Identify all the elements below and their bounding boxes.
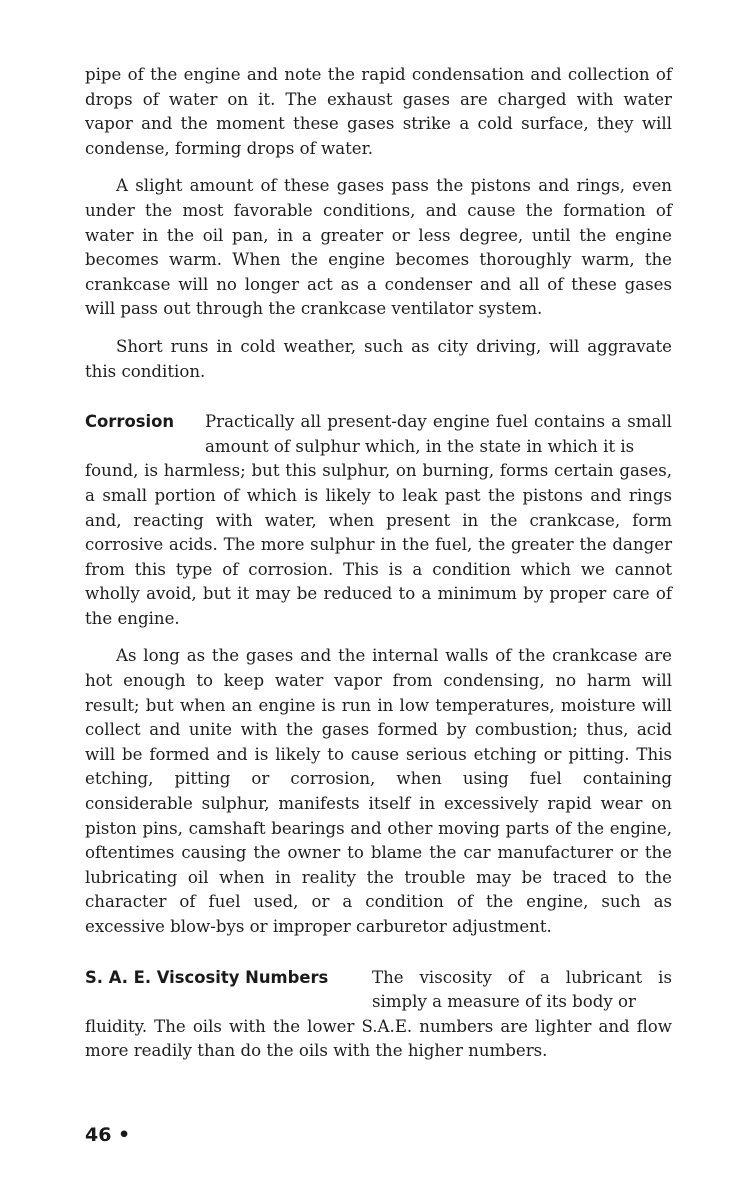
viscosity-paragraph: fluidity. The oils with the lower S.A.E. numbers are lighter and flow more readily than do the oils with the higher numbers.	[85, 1016, 672, 1061]
page-number: 46 •	[85, 1124, 131, 1146]
corrosion-paragraph-1: found, is harmless; but this sulphur, on burning, forms certain gases, a small portion of which is likely to leak past the pistons and rings and, reacting with water, when present in the crankcase, form corrosive acids. The more sulphur in the fuel, the greater the danger from this type of corrosion. This is a condition which we cannot wholly avoid, but it may be reduced to a minimum by proper care of the engine.	[85, 461, 672, 628]
section-corrosion	[85, 410, 672, 631]
corrosion-paragraph-2: As long as the gases and the internal walls of the crankcase are hot enough to keep water vapor from condensing, no harm will result; but when an engine is run in low temperatures, moisture will collect and unite with the gases formed by combustion; thus, acid will be formed and is likely to cause serious etching or pitting. This etching, pitting or corrosion, when using fuel containing considerable sulphur, manifests itself in excessively rapid wear on piston pins, camshaft bearings and other moving parts of the engine, oftentimes causing the owner to blame the car manufacturer or the lubricating oil when in reality the trouble may be traced to the character of fuel used, or a condition of the engine, such as excessive blow-bys or improper carburetor adjustment.	[85, 646, 672, 936]
viscosity-lead-text: The viscosity of a lubricant is simply a measure of its body or	[372, 967, 672, 1012]
corrosion-lead-text: Practically all present-day engine fuel contains a small amount of sulphur which, in the state in which it is	[205, 412, 672, 456]
section-heading-corrosion: Corrosion	[85, 412, 175, 432]
page-body	[85, 63, 672, 1064]
paragraph-short-runs: Short runs in cold weather, such as city driving, will aggravate this condition.	[85, 336, 672, 381]
paragraph-gases-pass-pistons: A slight amount of these gases pass the pistons and rings, even under the most favorable conditions, and cause the formation of water in the oil pan, in a greater or less degree, until the engine becomes warm. When the engine becomes thoroughly warm, the crankcase will no longer act as a condenser and all of these gases will pass out through the crankcase ventilator system.	[85, 176, 672, 319]
paragraph-condensation: pipe of the engine and note the rapid condensation and collection of drops of water on it. The exhaust gases are charged with water vapor and the moment these gases strike a cold surface, they will condense, forming drops of water.	[85, 65, 672, 158]
section-heading-sae-viscosity: S. A. E. Viscosity Numbers	[85, 967, 329, 987]
section-sae-viscosity	[85, 966, 672, 1064]
